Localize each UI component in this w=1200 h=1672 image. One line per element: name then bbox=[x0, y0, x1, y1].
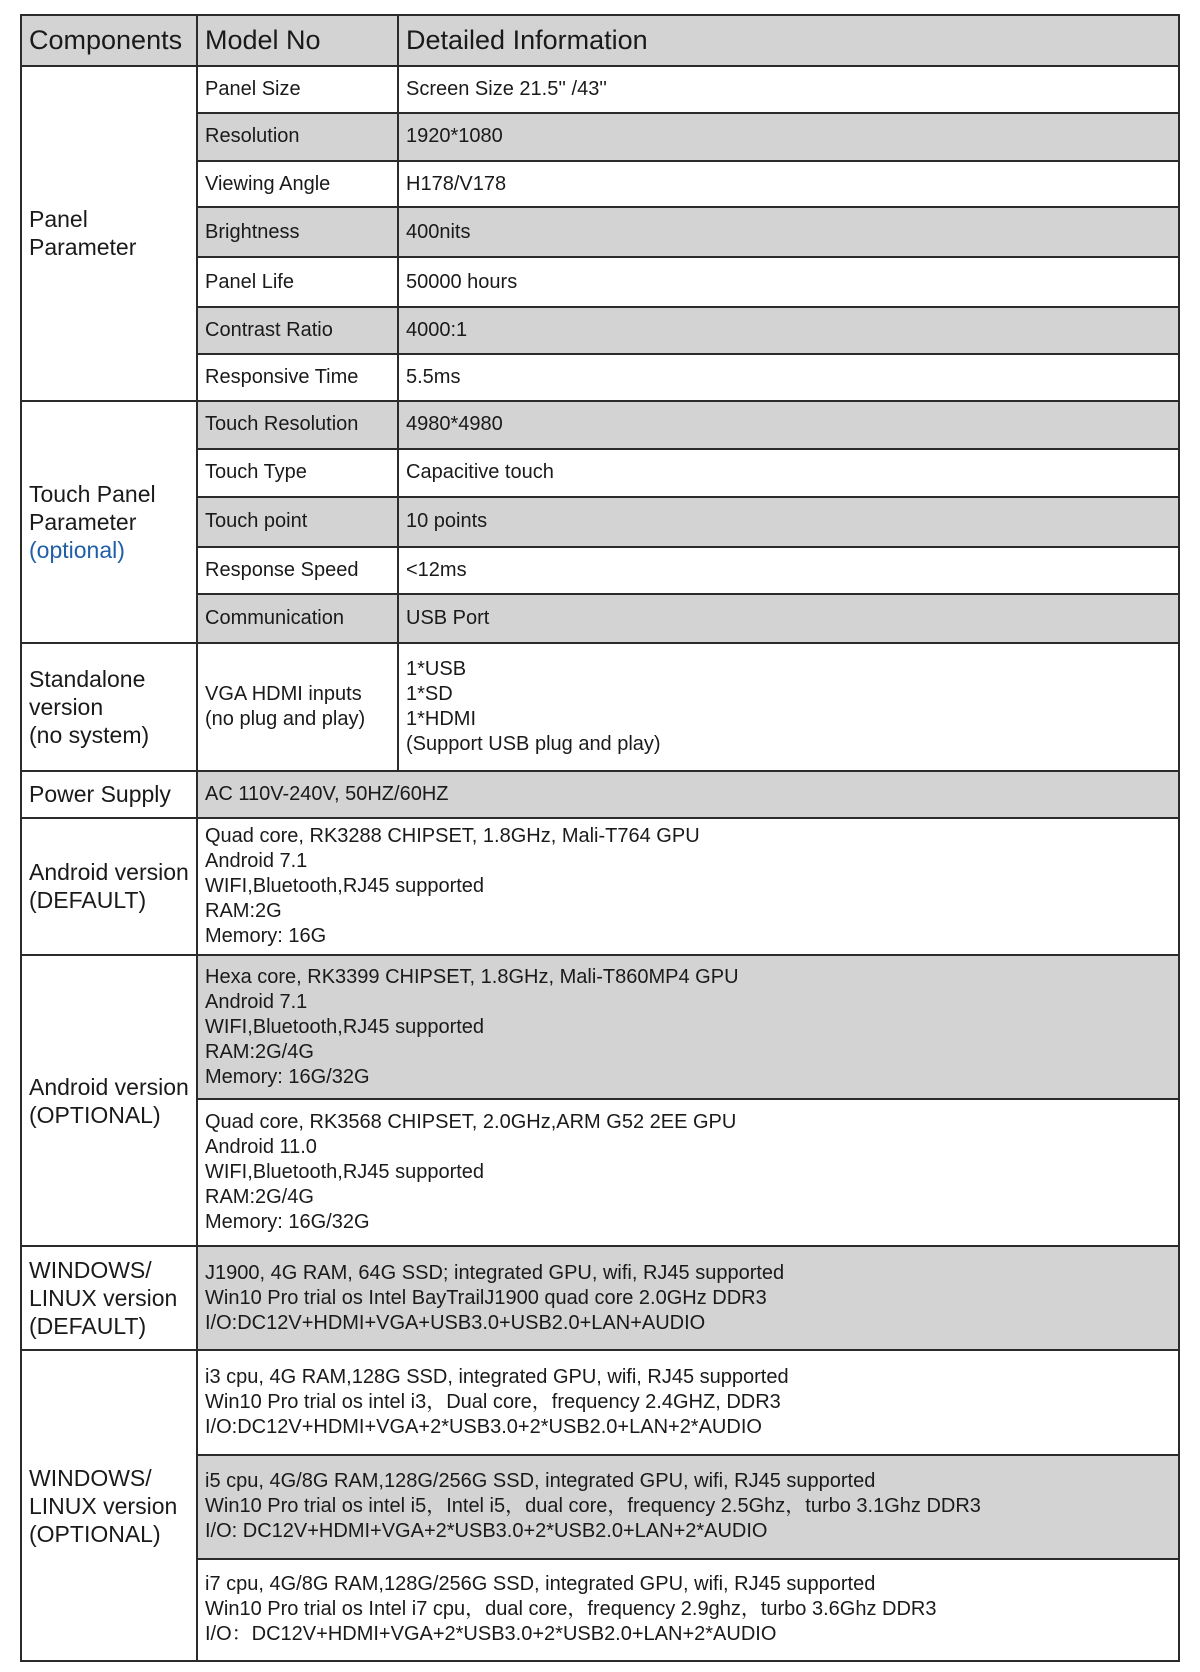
label-line: Parameter bbox=[29, 234, 137, 261]
model-cell: Contrast Ratio bbox=[197, 307, 398, 354]
label-line: (OPTIONAL) bbox=[29, 1520, 161, 1547]
text-line: Android 7.1 bbox=[205, 849, 308, 872]
text-line: RAM:2G/4G bbox=[205, 1186, 314, 1209]
label-line: Panel bbox=[29, 206, 88, 233]
detail-cell bbox=[197, 1350, 1179, 1454]
text-line: Memory: 16G/32G bbox=[205, 1065, 370, 1088]
detail-cell: 400nits bbox=[398, 207, 1179, 257]
detail-cell: 4000:1 bbox=[398, 307, 1179, 354]
model-cell: Resolution bbox=[197, 113, 398, 161]
header-model-no: Model No bbox=[197, 15, 398, 66]
text-line: WIFI,Bluetooth,RJ45 supported bbox=[205, 1161, 485, 1184]
detail-cell: USB Port bbox=[398, 594, 1179, 643]
detail-cell: 4980*4980 bbox=[398, 401, 1179, 449]
detail-cell: 1920*1080 bbox=[398, 113, 1179, 161]
text-line: Memory: 16G bbox=[205, 924, 327, 947]
model-cell: Brightness bbox=[197, 207, 398, 257]
text-line: 1*HDMI bbox=[406, 708, 477, 731]
text-line: i3 cpu, 4G RAM,128G SSD, integrated GPU, wifi, RJ45 supported bbox=[205, 1366, 789, 1389]
text-line: 1*SD bbox=[406, 683, 453, 706]
text-line: I/O:DC12V+HDMI+VGA+2*USB3.0+2*USB2.0+LAN+2*AUDIO bbox=[205, 1416, 762, 1439]
detail-cell bbox=[197, 1455, 1179, 1559]
detail-cell: 50000 hours bbox=[398, 257, 1179, 307]
text-line: I/O: DC12V+HDMI+VGA+2*USB3.0+2*USB2.0+LAN+2*AUDIO bbox=[205, 1520, 768, 1543]
spec-table bbox=[20, 14, 1180, 1662]
standalone-version-label bbox=[21, 643, 197, 771]
label-line: (OPTIONAL) bbox=[29, 1101, 161, 1128]
model-cell: Responsive Time bbox=[197, 354, 398, 401]
detail-cell: Screen Size 21.5'' /43'' bbox=[398, 66, 1179, 113]
header-row bbox=[21, 15, 1179, 66]
detail-cell: 5.5ms bbox=[398, 354, 1179, 401]
detail-cell bbox=[197, 1559, 1179, 1661]
touch-panel-parameter-label bbox=[21, 401, 197, 643]
text-line: RAM:2G/4G bbox=[205, 1040, 314, 1063]
label-line: Android version bbox=[29, 1073, 189, 1100]
table-row bbox=[21, 955, 1179, 1100]
model-cell: Touch point bbox=[197, 497, 398, 547]
label-line: Parameter bbox=[29, 509, 137, 536]
label-line: Android version bbox=[29, 859, 189, 886]
label-line: Standalone bbox=[29, 666, 146, 693]
text-line: Quad core, RK3288 CHIPSET, 1.8GHz, Mali-T764 GPU bbox=[205, 824, 700, 847]
windows-default-label bbox=[21, 1246, 197, 1350]
text-line: I/O：DC12V+HDMI+VGA+2*USB3.0+2*USB2.0+LAN+2*AUDIO bbox=[205, 1623, 777, 1646]
android-optional-label bbox=[21, 955, 197, 1246]
power-supply-detail: AC 110V-240V, 50HZ/60HZ bbox=[197, 771, 1179, 818]
label-line: (no system) bbox=[29, 722, 150, 749]
text-line: Win10 Pro trial os intel i5，Intel i5，dual core，frequency 2.5Ghz，turbo 3.1Ghz DDR3 bbox=[205, 1495, 981, 1518]
detail-cell bbox=[197, 1246, 1179, 1350]
detail-cell: H178/V178 bbox=[398, 161, 1179, 208]
text-line: 1*USB bbox=[406, 658, 467, 681]
label-line: WINDOWS/ bbox=[29, 1464, 152, 1491]
detail-cell: <12ms bbox=[398, 547, 1179, 595]
text-line: Win10 Pro trial os Intel i7 cpu，dual core，frequency 2.9ghz，turbo 3.6Ghz DDR3 bbox=[205, 1598, 937, 1621]
label-line: LINUX version bbox=[29, 1285, 178, 1312]
optional-label: (optional) bbox=[29, 537, 125, 564]
windows-optional-label bbox=[21, 1350, 197, 1661]
detail-cell bbox=[197, 955, 1179, 1100]
table-row bbox=[21, 66, 1179, 113]
text-line: Hexa core, RK3399 CHIPSET, 1.8GHz, Mali-T860MP4 GPU bbox=[205, 965, 739, 988]
panel-parameter-label bbox=[21, 66, 197, 401]
label-line: WINDOWS/ bbox=[29, 1257, 152, 1284]
model-cell: Panel Life bbox=[197, 257, 398, 307]
label-line: Touch Panel bbox=[29, 481, 156, 508]
detail-cell: Capacitive touch bbox=[398, 449, 1179, 497]
text-line: Android 7.1 bbox=[205, 990, 308, 1013]
text-line: (Support USB plug and play) bbox=[406, 733, 661, 756]
text-line: (no plug and play) bbox=[205, 708, 366, 731]
android-default-label bbox=[21, 818, 197, 955]
text-line: WIFI,Bluetooth,RJ45 supported bbox=[205, 1015, 485, 1038]
table-row bbox=[21, 1350, 1179, 1454]
table-row bbox=[21, 643, 1179, 771]
detail-cell bbox=[398, 643, 1179, 771]
text-line: J1900, 4G RAM, 64G SSD; integrated GPU, wifi, RJ45 supported bbox=[205, 1261, 785, 1284]
model-cell: Touch Type bbox=[197, 449, 398, 497]
model-cell bbox=[197, 643, 398, 771]
model-cell: Viewing Angle bbox=[197, 161, 398, 208]
text-line: i7 cpu, 4G/8G RAM,128G/256G SSD, integrated GPU, wifi, RJ45 supported bbox=[205, 1573, 876, 1596]
text-line: Win10 Pro trial os Intel BayTrailJ1900 quad core 2.0GHz DDR3 bbox=[205, 1286, 767, 1309]
text-line: WIFI,Bluetooth,RJ45 supported bbox=[205, 874, 485, 897]
text-line: i5 cpu, 4G/8G RAM,128G/256G SSD, integrated GPU, wifi, RJ45 supported bbox=[205, 1470, 876, 1493]
model-cell: Communication bbox=[197, 594, 398, 643]
text-line: RAM:2G bbox=[205, 899, 282, 922]
label-line: (DEFAULT) bbox=[29, 1313, 147, 1340]
text-line: Quad core, RK3568 CHIPSET, 2.0GHz,ARM G52 2EE GPU bbox=[205, 1111, 737, 1134]
table-row bbox=[21, 1246, 1179, 1350]
model-cell: Response Speed bbox=[197, 547, 398, 595]
text-line: Memory: 16G/32G bbox=[205, 1211, 370, 1234]
detail-cell: 10 points bbox=[398, 497, 1179, 547]
header-components: Components bbox=[21, 15, 197, 66]
text-line: Android 11.0 bbox=[205, 1136, 317, 1159]
detail-cell bbox=[197, 1099, 1179, 1246]
label-line: (DEFAULT) bbox=[29, 887, 147, 914]
text-line: VGA HDMI inputs bbox=[205, 683, 362, 706]
model-cell: Panel Size bbox=[197, 66, 398, 113]
label-line: LINUX version bbox=[29, 1492, 178, 1519]
table-row bbox=[21, 818, 1179, 955]
detail-cell bbox=[197, 818, 1179, 955]
text-line: I/O:DC12V+HDMI+VGA+USB3.0+USB2.0+LAN+AUDIO bbox=[205, 1311, 706, 1334]
table-row bbox=[21, 401, 1179, 449]
model-cell: Touch Resolution bbox=[197, 401, 398, 449]
header-detailed-information: Detailed Information bbox=[398, 15, 1179, 66]
power-supply-label: Power Supply bbox=[21, 771, 197, 818]
label-line: version bbox=[29, 694, 104, 721]
text-line: Win10 Pro trial os intel i3，Dual core，frequency 2.4GHZ, DDR3 bbox=[205, 1391, 781, 1414]
table-row bbox=[21, 771, 1179, 818]
